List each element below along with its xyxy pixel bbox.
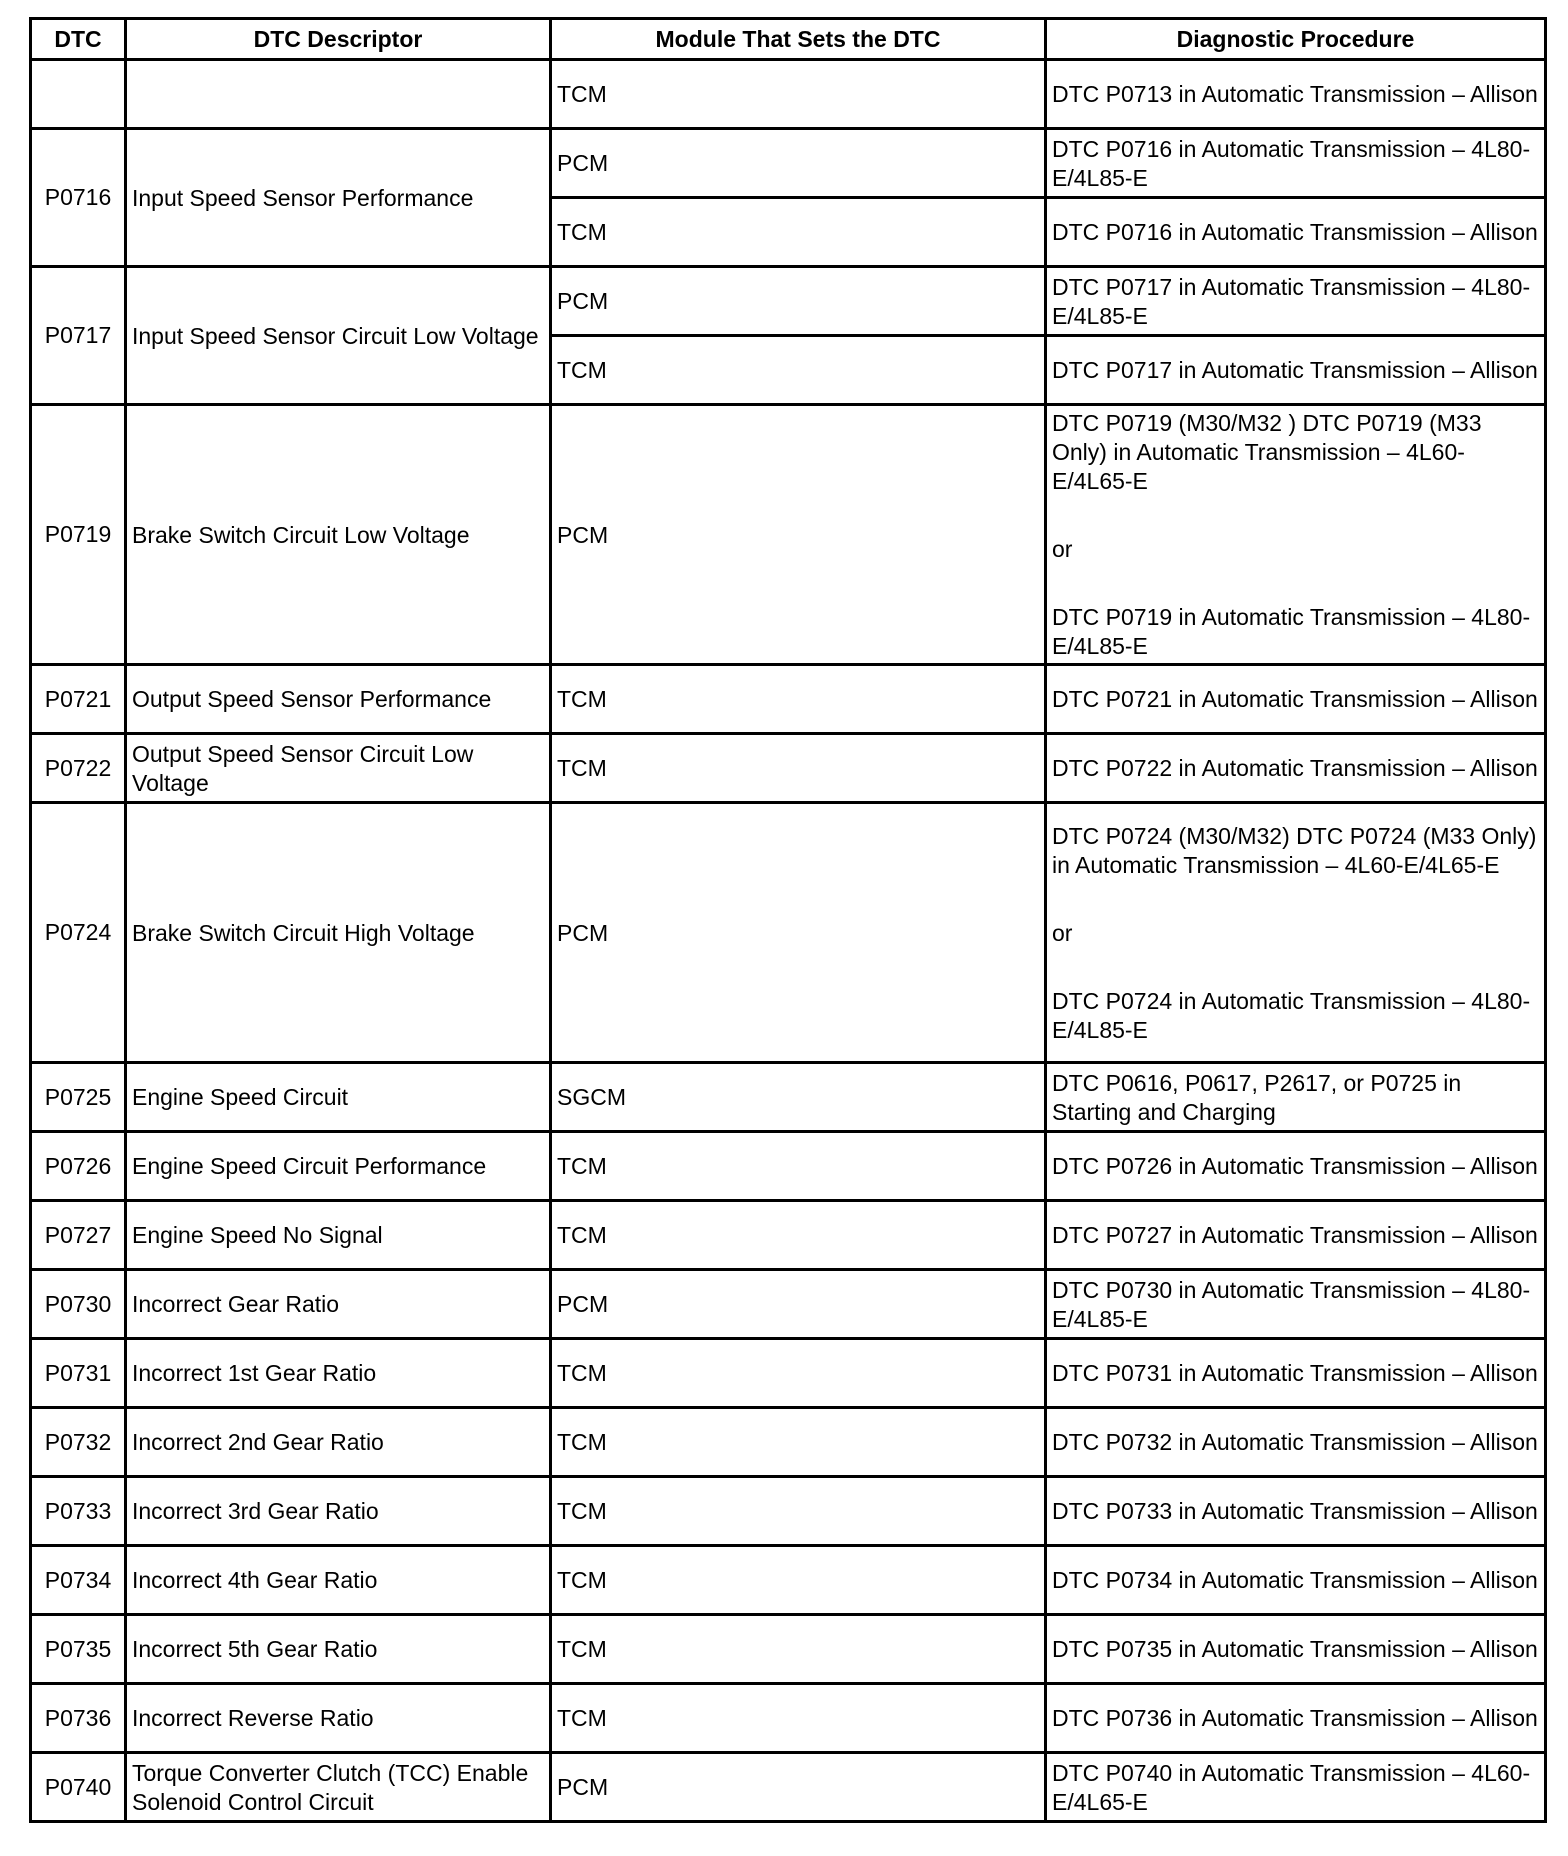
table-row [31,1132,1546,1201]
diagnostic-procedure [1046,405,1546,665]
dtc-descriptor [126,60,551,129]
dtc-code: P0734 [31,1546,126,1615]
dtc-descriptor: Incorrect Gear Ratio [126,1270,551,1339]
procedure-option-a: DTC P0719 (M30/M32 ) DTC P0719 (M33 Only) in Automatic Transmission – 4L60-E/4L65-E [1052,410,1482,494]
table-row [31,1063,1546,1132]
dtc-code: P0719 [31,405,126,665]
table-row [31,267,1546,336]
header-row [31,19,1546,60]
diagnostic-procedure: DTC P0726 in Automatic Transmission – Allison [1046,1132,1546,1201]
table-row [31,1408,1546,1477]
diagnostic-procedure: DTC P0616, P0617, P2617, or P0725 in Starting and Charging [1046,1063,1546,1132]
dtc-descriptor: Incorrect 1st Gear Ratio [126,1339,551,1408]
module: TCM [551,1408,1046,1477]
table-row [31,1201,1546,1270]
dtc-descriptor: Incorrect 3rd Gear Ratio [126,1477,551,1546]
dtc-descriptor: Incorrect 2nd Gear Ratio [126,1408,551,1477]
diagnostic-procedure: DTC P0734 in Automatic Transmission – Allison [1046,1546,1546,1615]
diagnostic-procedure: DTC P0727 in Automatic Transmission – Allison [1046,1201,1546,1270]
table-row [31,734,1546,803]
module: TCM [551,198,1046,267]
dtc-descriptor: Engine Speed Circuit [126,1063,551,1132]
module: TCM [551,1615,1046,1684]
module: TCM [551,734,1046,803]
procedure-option-a: DTC P0724 (M30/M32) DTC P0724 (M33 Only) in Automatic Transmission – 4L60-E/4L65-E [1052,822,1537,878]
diagnostic-procedure: DTC P0732 in Automatic Transmission – Allison [1046,1408,1546,1477]
module: PCM [551,1753,1046,1822]
module: PCM [551,1270,1046,1339]
table-row [31,1477,1546,1546]
dtc-code: P0725 [31,1063,126,1132]
dtc-descriptor: Incorrect 4th Gear Ratio [126,1546,551,1615]
diagnostic-procedure: DTC P0733 in Automatic Transmission – Allison [1046,1477,1546,1546]
module: TCM [551,336,1046,405]
diagnostic-procedure: DTC P0740 in Automatic Transmission – 4L60-E/4L65-E [1046,1753,1546,1822]
procedure-or: or [1052,536,1073,562]
module: TCM [551,665,1046,734]
table-row [31,1546,1546,1615]
diagnostic-procedure [1046,803,1546,1063]
diagnostic-procedure: DTC P0731 in Automatic Transmission – Allison [1046,1339,1546,1408]
module: TCM [551,1132,1046,1201]
table-row [31,1339,1546,1408]
table-row [31,405,1546,665]
dtc-descriptor: Engine Speed Circuit Performance [126,1132,551,1201]
dtc-code: P0717 [31,267,126,405]
table-row [31,1270,1546,1339]
diagnostic-procedure: DTC P0721 in Automatic Transmission – Allison [1046,665,1546,734]
dtc-descriptor: Torque Converter Clutch (TCC) Enable Solenoid Control Circuit [126,1753,551,1822]
table-row [31,129,1546,198]
dtc-descriptor: Output Speed Sensor Circuit Low Voltage [126,734,551,803]
module: TCM [551,1684,1046,1753]
header-descriptor: DTC Descriptor [126,19,551,60]
module: TCM [551,60,1046,129]
dtc-descriptor: Output Speed Sensor Performance [126,665,551,734]
dtc-descriptor: Brake Switch Circuit High Voltage [126,803,551,1063]
dtc-descriptor: Incorrect 5th Gear Ratio [126,1615,551,1684]
table-row [31,1615,1546,1684]
dtc-code: P0730 [31,1270,126,1339]
dtc-code: P0733 [31,1477,126,1546]
diagnostic-procedure: DTC P0736 in Automatic Transmission – Allison [1046,1684,1546,1753]
module: PCM [551,129,1046,198]
module: TCM [551,1339,1046,1408]
diagnostic-procedure: DTC P0717 in Automatic Transmission – Allison [1046,336,1546,405]
dtc-code: P0722 [31,734,126,803]
diagnostic-procedure: DTC P0716 in Automatic Transmission – Allison [1046,198,1546,267]
module: PCM [551,267,1046,336]
table-row [31,60,1546,129]
table-row [31,1753,1546,1822]
header-procedure: Diagnostic Procedure [1046,19,1546,60]
dtc-descriptor: Brake Switch Circuit Low Voltage [126,405,551,665]
dtc-descriptor: Input Speed Sensor Circuit Low Voltage [126,267,551,405]
module: PCM [551,803,1046,1063]
module: TCM [551,1546,1046,1615]
dtc-descriptor: Engine Speed No Signal [126,1201,551,1270]
diagnostic-procedure: DTC P0716 in Automatic Transmission – 4L80-E/4L85-E [1046,129,1546,198]
table-row [31,803,1546,1063]
procedure-option-b: DTC P0719 in Automatic Transmission – 4L80-E/4L85-E [1052,604,1531,659]
dtc-code: P0727 [31,1201,126,1270]
dtc-code: P0735 [31,1615,126,1684]
dtc-descriptor: Incorrect Reverse Ratio [126,1684,551,1753]
diagnostic-procedure: DTC P0730 in Automatic Transmission – 4L80-E/4L85-E [1046,1270,1546,1339]
header-dtc: DTC [31,19,126,60]
table-row [31,665,1546,734]
dtc-code [31,60,126,129]
module: PCM [551,405,1046,665]
dtc-code: P0724 [31,803,126,1063]
procedure-option-b: DTC P0724 in Automatic Transmission – 4L80-E/4L85-E [1052,987,1531,1043]
header-module: Module That Sets the DTC [551,19,1046,60]
module: SGCM [551,1063,1046,1132]
dtc-code: P0721 [31,665,126,734]
table-row [31,1684,1546,1753]
dtc-code: P0731 [31,1339,126,1408]
dtc-code: P0736 [31,1684,126,1753]
dtc-code: P0740 [31,1753,126,1822]
diagnostic-procedure: DTC P0713 in Automatic Transmission – Allison [1046,60,1546,129]
dtc-descriptor: Input Speed Sensor Performance [126,129,551,267]
dtc-code: P0716 [31,129,126,267]
module: TCM [551,1477,1046,1546]
dtc-table [29,17,1547,1823]
dtc-code: P0732 [31,1408,126,1477]
diagnostic-procedure: DTC P0722 in Automatic Transmission – Allison [1046,734,1546,803]
dtc-code: P0726 [31,1132,126,1201]
module: TCM [551,1201,1046,1270]
diagnostic-procedure: DTC P0735 in Automatic Transmission – Allison [1046,1615,1546,1684]
procedure-or: or [1052,919,1073,946]
diagnostic-procedure: DTC P0717 in Automatic Transmission – 4L80-E/4L85-E [1046,267,1546,336]
